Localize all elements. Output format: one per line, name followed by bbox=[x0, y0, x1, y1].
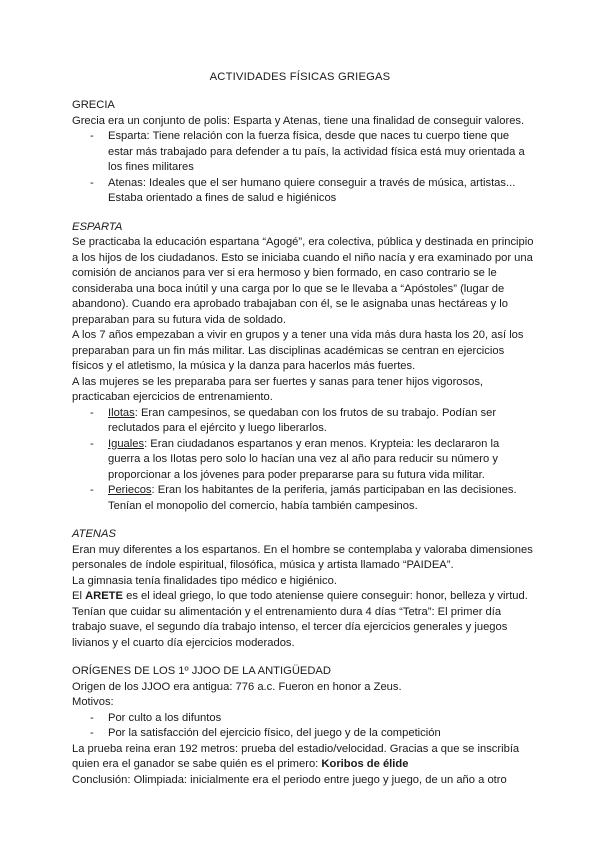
esparta-paragraph: A las mujeres se les preparaba para ser fuertes y sanas para tener hijos vigorosos, practicaban ejercicios de entrenamiento. bbox=[72, 375, 484, 403]
origenes-paragraph: Origen de los JJOO era antigua: 776 a.c. Fueron en honor a Zeus. bbox=[72, 680, 402, 693]
list-item bbox=[108, 406, 534, 437]
atenas-paragraph bbox=[72, 589, 534, 605]
section-heading-esparta: ESPARTA bbox=[72, 220, 123, 233]
origenes-paragraph bbox=[72, 742, 534, 773]
section-heading-origenes: ORÍGENES DE LOS 1º JJOO DE LA ANTIGÜEDAD bbox=[72, 665, 331, 677]
esparta-paragraph: Se practicaba la educación espartana “Agogé”, era colectiva, pública y destinada en principio a los hijos de los ciudadanos. Esto se iniciaba cuando el niño nacía y era examinado por una comisión de ancianos para ver si era hermoso y bien formado, en caso contrario se le consideraba una boca inútil y una carga por lo que se le llevaba a “Apóstoles” (lugar de abandono). Cuando era aprobado trabajaban con él, se le asignaba unas hectáreas y lo preparaban para su futura vida de soldado. bbox=[72, 236, 534, 326]
esparta-list bbox=[72, 406, 534, 515]
grecia-list bbox=[72, 129, 534, 207]
section-heading-grecia: GRECIA bbox=[72, 99, 115, 111]
term-ilotas: Ilotas bbox=[108, 406, 135, 419]
text-run: es el ideal griego, lo que todo ateniense quiere conseguir: honor, belleza y virtud. bbox=[122, 590, 528, 602]
origenes-paragraph: Conclusión: Olimpiada: inicialmente era el periodo entre juego y juego, de un año a otro bbox=[72, 773, 507, 786]
term-description: : Eran campesinos, se quedaban con los frutos de su trabajo. Podían ser reclutados para el ejército y luego liberarlos. bbox=[108, 406, 497, 434]
list-item bbox=[108, 437, 534, 484]
text-run: La prueba reina eran 192 metros: prueba del estadio/velocidad. Gracias a que se inscribía quien era el ganador se sabe quién es el primero: bbox=[72, 742, 520, 770]
term-description: : Eran ciudadanos espartanos y eran menos. Krypteia: les declararon la guerra a los Ilotas pero solo lo hacían una vez al año para reducir su número y proporcionar a los jóvenes para poder prepararse para su futura vida militar. bbox=[108, 437, 500, 481]
document-body bbox=[72, 98, 534, 788]
motivos-list bbox=[72, 711, 534, 742]
list-item: - Esparta: Tiene relación con la fuerza física, desde que naces tu cuerpo tiene que estar más trabajado para defender a tu país, la actividad física está muy orientada a los fines militares bbox=[108, 129, 534, 176]
atenas-paragraph: La gimnasia tenía finalidades tipo médico e higiénico. bbox=[72, 574, 337, 587]
term-description: : Eran los habitantes de la periferia, jamás participaban en las decisiones. Tenían el monopolio del comercio, había también campesinos. bbox=[108, 484, 517, 512]
atenas-paragraph: Eran muy diferentes a los espartanos. En el hombre se contemplaba y valoraba dimensiones personales de índole espiritual, filosófica, música y artista llamado “PAIDEA”. bbox=[72, 543, 533, 571]
text-run: El bbox=[72, 590, 86, 602]
esparta-paragraph: A los 7 años empezaban a vivir en grupos y a tener una vida más dura hasta los 20, así los preparaban para un fin más militar. Las disciplinas académicas se centran en ejercicios físicos y el atletismo, la música y la danza para hacerlos más fuertes. bbox=[72, 329, 524, 372]
term-iguales: Iguales bbox=[108, 437, 145, 450]
list-item: - Por la satisfacción del ejercicio físico, del juego y de la competición bbox=[108, 726, 534, 742]
document-title: ACTIVIDADES FÍSICAS GRIEGAS bbox=[209, 71, 391, 83]
list-item: - Atenas: Ideales que el ser humano quiere conseguir a través de música, artistas... Estaba orientado a fines de salud e higiénicos bbox=[108, 176, 534, 207]
grecia-intro: Grecia era un conjunto de polis: Esparta y Atenas, tiene una finalidad de conseguir valores. bbox=[72, 114, 525, 127]
term-periecos: Periecos bbox=[108, 484, 152, 496]
atenas-paragraph: Tenían que cuidar su alimentación y el entrenamiento dura 4 días “Tetra”: El primer día trabajo suave, el segundo día trabajo intenso, el tercer día ejercicios generales y juegos livianos y el cuarto día ejercicios moderados. bbox=[72, 605, 508, 649]
origenes-paragraph: Motivos: bbox=[72, 696, 114, 708]
list-item bbox=[108, 483, 534, 514]
arete-term: ARETE bbox=[85, 590, 123, 602]
list-item: - Por culto a los difuntos bbox=[108, 711, 534, 727]
section-heading-atenas: ATENAS bbox=[72, 528, 116, 540]
winner-name: Koribos de élide bbox=[321, 758, 409, 770]
